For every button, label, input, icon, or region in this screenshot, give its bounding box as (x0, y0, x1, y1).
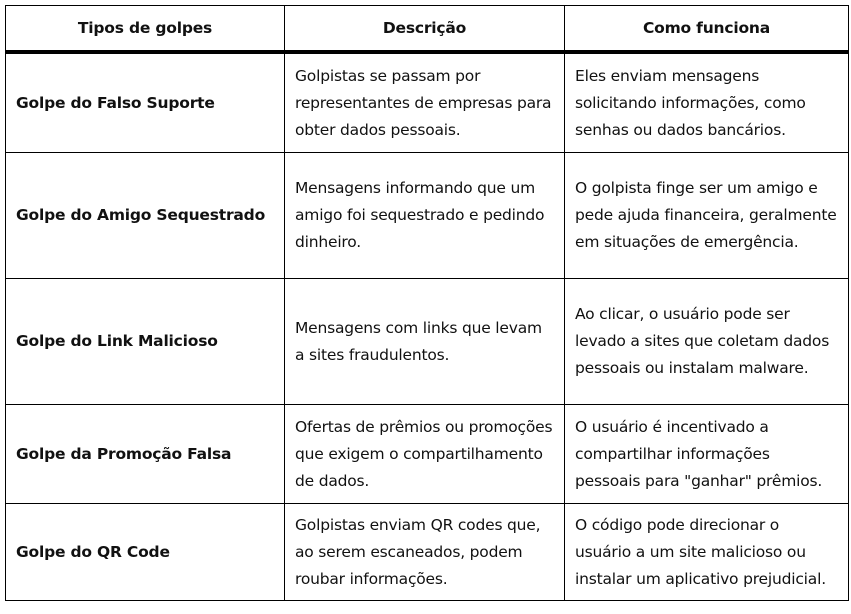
table-row (6, 279, 849, 405)
cell-how-it-works: O golpista finge ser um amigo e pede ajuda financeira, geralmente em situações de emergência. (565, 153, 849, 279)
cell-how-it-works: Ao clicar, o usuário pode ser levado a sites que coletam dados pessoais ou instalam malware. (565, 279, 849, 405)
column-header-type: Tipos de golpes (6, 6, 285, 53)
column-header-how-it-works: Como funciona (565, 6, 849, 53)
table-header (6, 6, 849, 53)
cell-scam-type: Golpe do Link Malicioso (6, 279, 285, 405)
scam-types-table (5, 5, 849, 601)
table-row (6, 405, 849, 504)
cell-description: Mensagens com links que levam a sites fraudulentos. (285, 279, 565, 405)
cell-scam-type: Golpe do QR Code (6, 504, 285, 601)
cell-description: Golpistas enviam QR codes que, ao serem escaneados, podem roubar informações. (285, 504, 565, 601)
cell-how-it-works: O usuário é incentivado a compartilhar informações pessoais para "ganhar" prêmios. (565, 405, 849, 504)
cell-scam-type: Golpe do Amigo Sequestrado (6, 153, 285, 279)
cell-scam-type: Golpe do Falso Suporte (6, 52, 285, 153)
table-body (6, 52, 849, 601)
table-row (6, 52, 849, 153)
cell-how-it-works: O código pode direcionar o usuário a um site malicioso ou instalar um aplicativo prejudicial. (565, 504, 849, 601)
cell-scam-type: Golpe da Promoção Falsa (6, 405, 285, 504)
cell-description: Golpistas se passam por representantes de empresas para obter dados pessoais. (285, 52, 565, 153)
header-row (6, 6, 849, 53)
table-row (6, 153, 849, 279)
cell-how-it-works: Eles enviam mensagens solicitando informações, como senhas ou dados bancários. (565, 52, 849, 153)
cell-description: Mensagens informando que um amigo foi sequestrado e pedindo dinheiro. (285, 153, 565, 279)
cell-description: Ofertas de prêmios ou promoções que exigem o compartilhamento de dados. (285, 405, 565, 504)
column-header-description: Descrição (285, 6, 565, 53)
table-row (6, 504, 849, 601)
